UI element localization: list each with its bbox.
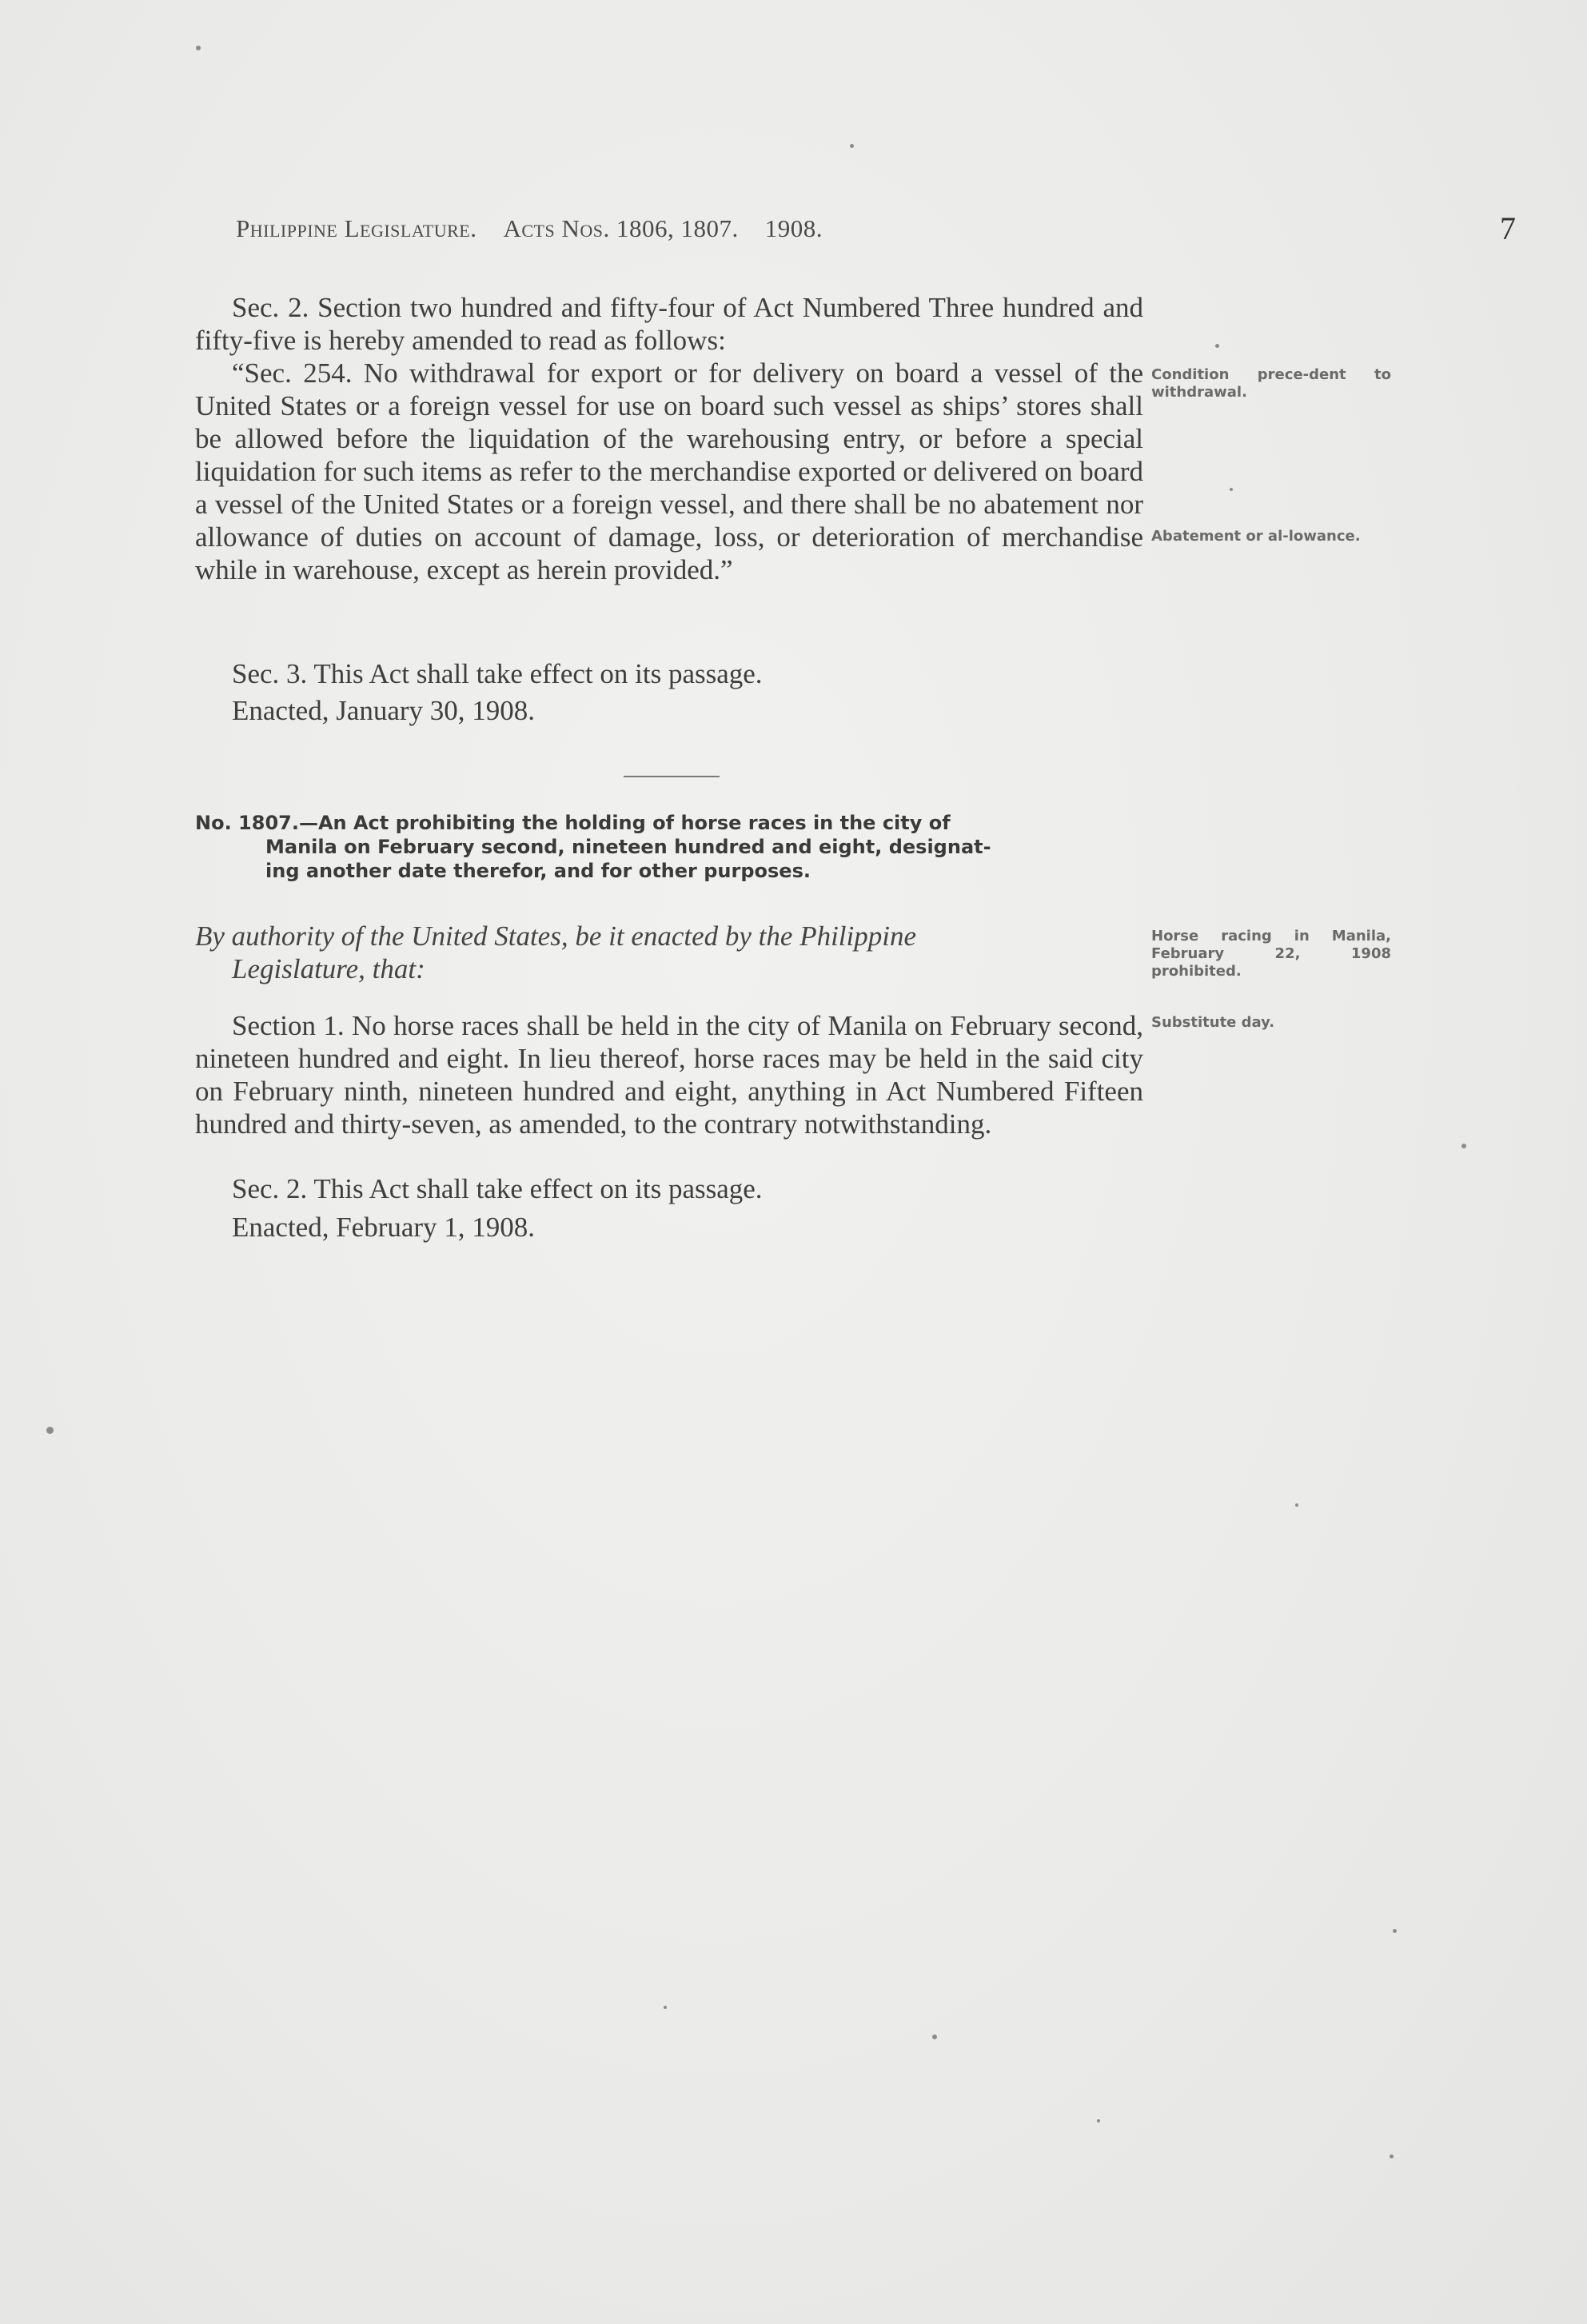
act-1807-title <box>195 811 1143 883</box>
enacting-line-2: Legislature, that: <box>232 953 425 984</box>
act-title-line-2: Manila on February second, nineteen hundred and eight, designat- <box>265 836 991 858</box>
paper-speck <box>664 2006 667 2009</box>
paper-speck <box>1390 2154 1394 2158</box>
sec2-intro: Sec. 2. Section two hundred and fifty-four of Act Numbered Three hundred and fifty-five is hereby amended to read as follows: <box>195 292 1143 356</box>
act-1807-section-1 <box>195 1009 1143 1140</box>
paper-speck <box>46 1427 54 1434</box>
enacting-clause <box>195 920 1143 985</box>
section-1-text: Section 1. No horse races shall be held in the city of Manila on February second, nineteen hundred and eight. In lieu thereof, horse races may be held in the said city on February ninth, nineteen hundred and eight, anything in Act Numbered Fifteen hundred and thirty-seven, as amended, to the contrary notwithstanding. <box>195 1010 1143 1140</box>
paper-speck <box>1461 1144 1466 1148</box>
margin-note-condition: Condition prece-dent to withdrawal. <box>1151 366 1391 401</box>
page-number: 7 <box>1500 210 1516 246</box>
act-1806-section-3 <box>195 657 1143 690</box>
paper-speck <box>1393 1929 1397 1933</box>
sec3-text: Sec. 3. This Act shall take effect on its passage. <box>232 658 763 689</box>
running-head <box>236 214 1147 243</box>
paper-speck <box>1230 488 1233 491</box>
paper-speck <box>850 144 854 148</box>
enacting-line-1: By authority of the United States, be it enacted by the Philippine <box>195 920 917 952</box>
act-1806-section-2 <box>195 291 1143 586</box>
section-2-text: Sec. 2. This Act shall take effect on its passage. <box>232 1173 763 1204</box>
enacted-date-1807: Enacted, February 1, 1908. <box>232 1212 536 1243</box>
running-head-title: Philippine Legislature. <box>236 214 477 242</box>
enacted-date-1806: Enacted, January 30, 1908. <box>232 695 536 726</box>
act-title-line-1: No. 1807.—An Act prohibiting the holding of horse races in the city of <box>195 812 951 834</box>
paper-speck <box>1097 2119 1100 2122</box>
paper-speck <box>196 46 201 50</box>
sec254-text: “Sec. 254. No withdrawal for export or for delivery on board a vessel of the United States or a foreign vessel for use on board such vessel as ships’ stores shall be allowed before the liquidation of the warehousing entry, or before a special liquidation for such items as refer to the merchandise exported or delivered on board a vessel of the United States or a foreign vessel, and there shall be no abatement nor allowance of duties on account of damage, loss, or deterioration of merchandise while in warehouse, except as herein provided.” <box>195 357 1143 585</box>
act-1807-section-2 <box>195 1172 1143 1205</box>
running-head-year: 1908. <box>764 214 823 242</box>
act-title-line-3: ing another date therefor, and for other purposes. <box>265 860 811 882</box>
margin-note-horse-racing: Horse racing in Manila, February 22, 1908 prohibited. <box>1151 928 1391 980</box>
act-1807-enacted <box>195 1211 1143 1244</box>
paper-speck <box>1215 344 1219 348</box>
margin-note-abatement: Abatement or al-lowance. <box>1151 528 1361 545</box>
running-head-acts: Acts Nos. 1806, 1807. <box>503 214 739 242</box>
section-divider <box>624 776 720 777</box>
act-1806-enacted <box>195 694 1143 727</box>
paper-speck <box>932 2034 937 2039</box>
paper-speck <box>1295 1503 1298 1507</box>
margin-note-substitute-day: Substitute day. <box>1151 1014 1275 1031</box>
